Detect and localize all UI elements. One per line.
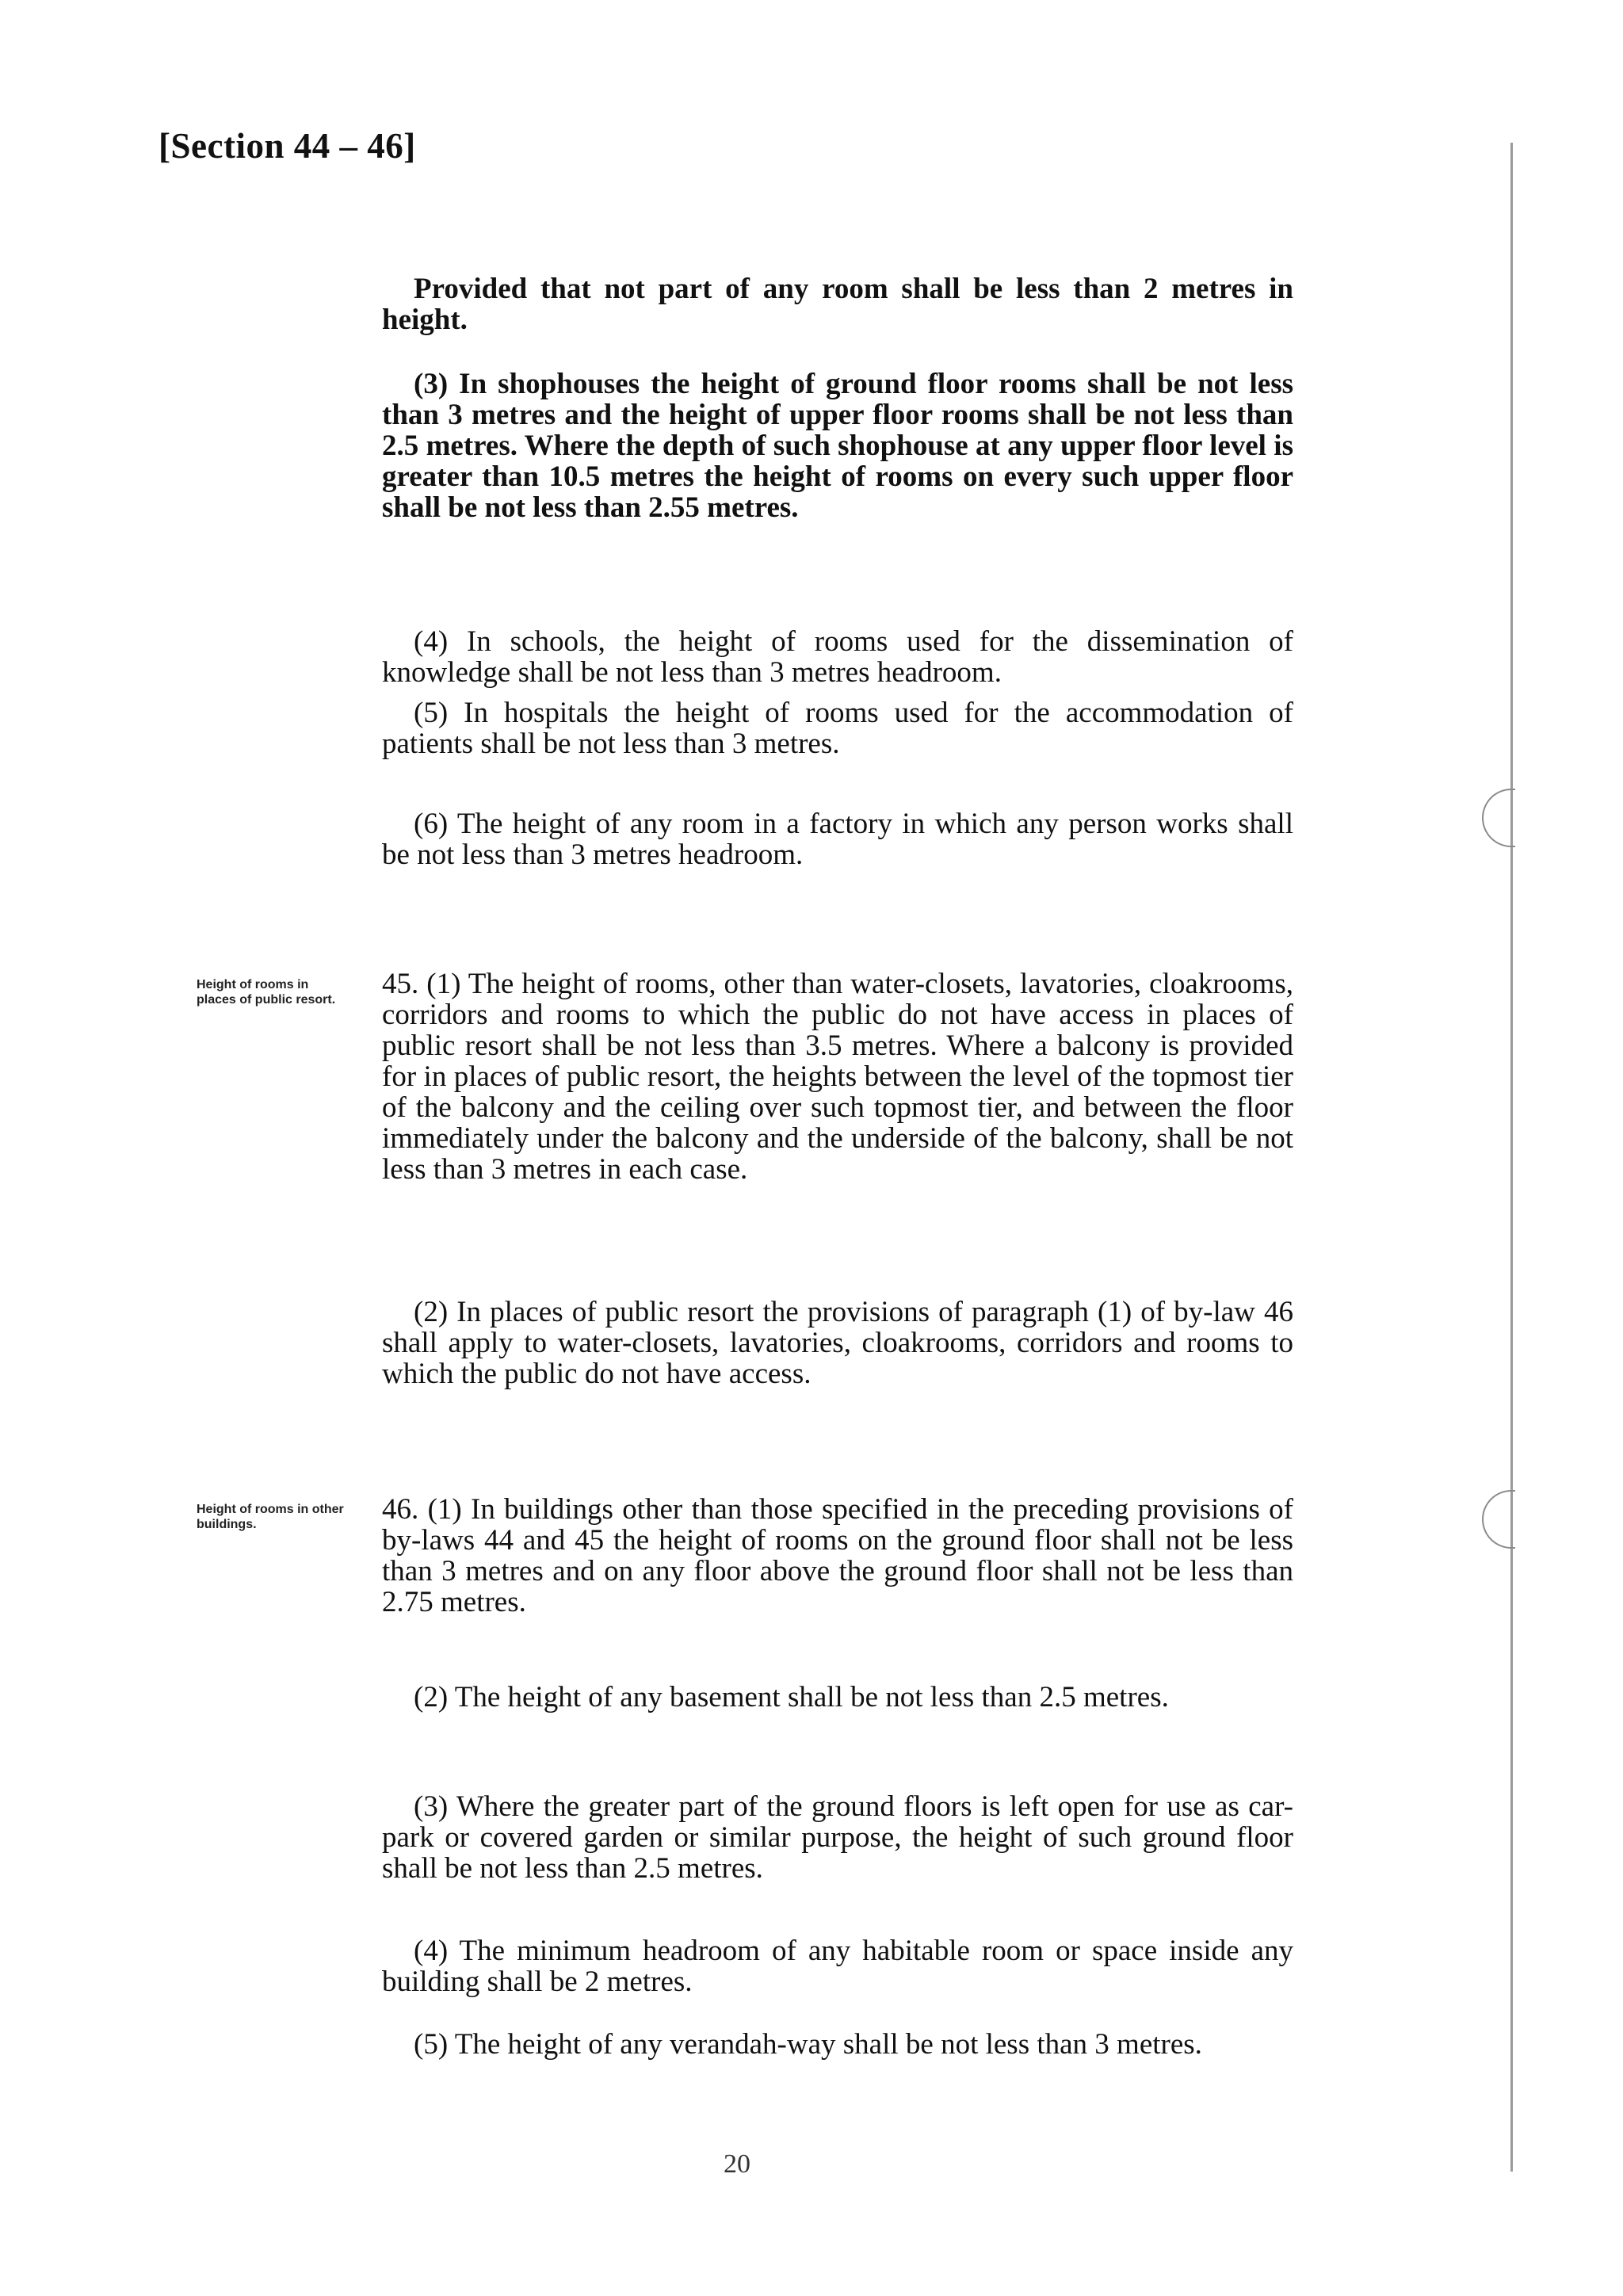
punch-hole-mark xyxy=(1482,1490,1515,1549)
paragraph-46-2: (2) The height of any basement shall be not less than 2.5 metres. xyxy=(414,1681,1169,1713)
paragraph-44-4: (4) In schools, the height of rooms used for the dissemination of knowledge shall be not less than 3 metres headroom. xyxy=(382,625,1293,689)
paragraph-proviso: Provided that not part of any room shall be less than 2 metres in height. xyxy=(382,273,1293,336)
punch-hole-mark xyxy=(1482,789,1515,847)
paragraph-44-3: (3) In shophouses the height of ground floor rooms shall be not less than 3 metres and the height of upper floor rooms shall be not less than 2.5 metres. Where the depth of such shophouse at any upper floor level is greater than 10.5 metres the height of rooms on every such upper floor shall be not less than 2.55 metres. xyxy=(382,368,1293,524)
scan-edge-line xyxy=(1510,143,1513,2172)
paragraph-46-3: (3) Where the greater part of the ground floors is left open for use as car-park or covered garden or similar purpose, the height of such ground floor shall be not less than 2.5 metres. xyxy=(382,1790,1293,1885)
paragraph-44-5: (5) In hospitals the height of rooms used for the accommodation of patients shall be not less than 3 metres. xyxy=(382,697,1293,760)
paragraph-46-1: 46. (1) In buildings other than those specified in the preceding provisions of by-laws 44 and 45 the height of rooms on the ground floor shall not be less than 3 metres and on any floor above the ground floor shall not be less than 2.75 metres. xyxy=(382,1493,1293,1618)
margin-note-other-buildings: Height of rooms in other buildings. xyxy=(197,1503,344,1531)
paragraph-44-6: (6) The height of any room in a factory in which any person works shall be not less than 3 metres headroom. xyxy=(382,808,1293,871)
paragraph-46-5: (5) The height of any verandah-way shall be not less than 3 metres. xyxy=(414,2028,1202,2061)
paragraph-45-2: (2) In places of public resort the provisions of paragraph (1) of by-law 46 shall apply to water-closets, lavatories, cloakrooms, corridors and rooms to which the public do not have access. xyxy=(382,1296,1293,1390)
page-number: 20 xyxy=(724,2149,750,2179)
paragraph-45-1: 45. (1) The height of rooms, other than water-closets, lavatories, cloakrooms, corridors and rooms to which the public do not have access in places of public resort shall be not less than 3.5 metres. Where a balcony is provided for in places of public resort, the heights between the level of the topmost tier of the balcony and the ceiling over such topmost tier, and between the floor immediately under the balcony and the underside of the balcony, shall be not less than 3 metres in each case. xyxy=(382,968,1293,1186)
margin-note-public-resort: Height of rooms in places of public resort. xyxy=(197,978,336,1007)
section-header: [Section 44 – 46] xyxy=(158,126,416,166)
paragraph-46-4: (4) The minimum headroom of any habitable room or space inside any building shall be 2 metres. xyxy=(382,1935,1293,1998)
